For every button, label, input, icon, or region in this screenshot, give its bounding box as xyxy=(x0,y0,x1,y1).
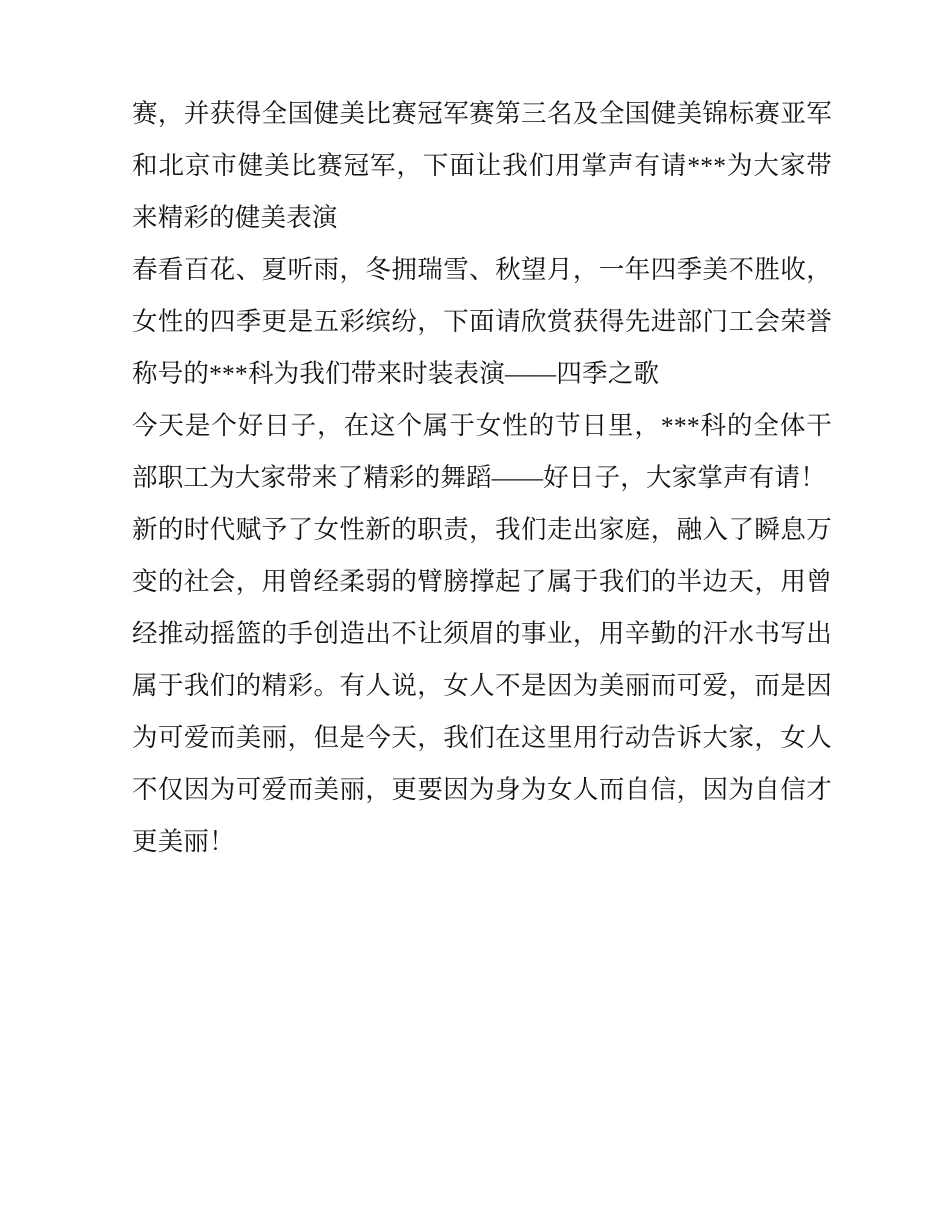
paragraph: 新的时代赋予了女性新的职责，我们走出家庭，融入了瞬息万变的社会，用曾经柔弱的臂膀撑起了属于我们的半边天，用曾经推动摇篮的手创造出不让须眉的事业，用辛勤的汗水书写出属于我们的精彩。有人说，女人不是因为美丽而可爱，而是因为可爱而美丽，但是今天，我们在这里用行动告诉大家，女人不仅因为可爱而美丽，更要因为身为女人而自信，因为自信才更美丽！ xyxy=(132,515,832,856)
paragraph: 赛，并获得全国健美比赛冠军赛第三名及全国健美锦标赛亚军和北京市健美比赛冠军，下面让我们用掌声有请***为大家带来精彩的健美表演 xyxy=(132,99,832,232)
paragraph: 春看百花、夏听雨，冬拥瑞雪、秋望月，一年四季美不胜收，女性的四季更是五彩缤纷，下面请欣赏获得先进部门工会荣誉称号的***科为我们带来时装表演——四季之歌 xyxy=(132,255,832,388)
document-body xyxy=(132,88,832,868)
paragraph: 今天是个好日子，在这个属于女性的节日里，***科的全体干部职工为大家带来了精彩的舞蹈——好日子，大家掌声有请！ xyxy=(132,411,832,492)
